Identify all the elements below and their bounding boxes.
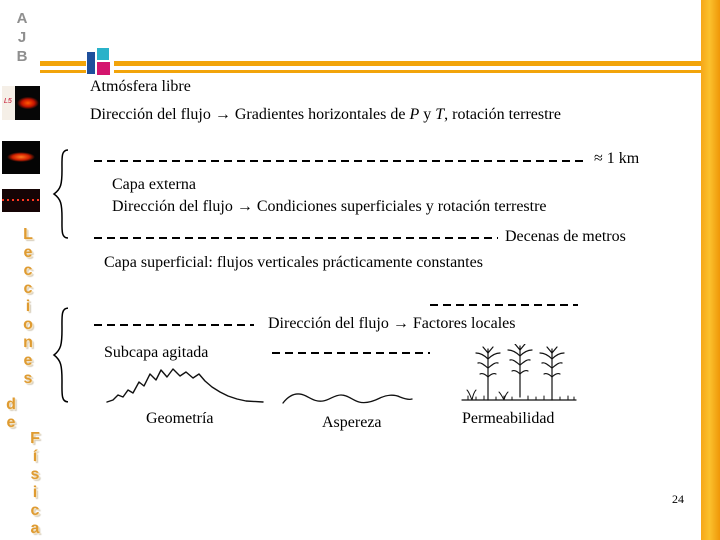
outer-layer-title: Capa externa — [112, 176, 196, 193]
variable-p: P — [409, 106, 420, 123]
initial-letter: B — [16, 48, 28, 65]
geometry-sketch — [106, 360, 264, 406]
surface-layer-title: Capa superficial: flujos verticales prácticamente constantes — [104, 254, 483, 271]
sidebar-thumbnail-2 — [2, 141, 40, 174]
vertical-letter: a — [30, 520, 40, 537]
free-atmosphere-flow-text — [90, 106, 561, 124]
dashed-segment-right — [430, 304, 578, 306]
vertical-letter: o — [23, 316, 33, 333]
sublayer-title: Subcapa agitada — [104, 344, 209, 361]
height-marker-tens-meters: Decenas de metros — [505, 228, 626, 245]
vertical-letter: í — [32, 448, 38, 465]
dashed-segment-mid — [272, 352, 430, 354]
factor-label-permeability: Permeabilidad — [462, 410, 555, 427]
vertical-letter: s — [30, 466, 40, 483]
vertical-letter: n — [23, 334, 33, 351]
vertical-letter: c — [23, 280, 33, 297]
thumbnail-label: L5 — [4, 98, 12, 105]
outer-layer-flow-text: Dirección del flujo → Condiciones superficiales y rotación terrestre — [112, 198, 547, 215]
right-accent-bar — [701, 0, 720, 540]
free-atmosphere-title: Atmósfera libre — [90, 78, 191, 95]
factor-label-roughness: Aspereza — [322, 414, 382, 431]
initial-letter: J — [17, 29, 27, 46]
sidebar-initials — [9, 9, 35, 66]
flow-text-part: Dirección del flujo → Gradientes horizontales de — [90, 106, 410, 123]
factor-label-geometry: Geometría — [146, 410, 214, 427]
vertical-letter: c — [30, 502, 40, 519]
variable-t: T — [435, 106, 445, 123]
top-rule-thin — [40, 70, 701, 73]
vertical-title-lecciones — [17, 226, 39, 388]
permeability-sketch — [458, 344, 580, 406]
logo-block-magenta — [97, 62, 110, 75]
vertical-letter: e — [23, 244, 33, 261]
vertical-letter: F — [30, 430, 40, 447]
page-number: 24 — [672, 492, 684, 506]
flow-text-part: y — [419, 106, 436, 123]
vertical-title-de — [2, 396, 20, 432]
sidebar-thumbnail-3 — [2, 189, 40, 212]
logo-block-blue — [87, 52, 95, 74]
sidebar-thumbnail-1 — [2, 86, 40, 120]
height-marker-1km: ≈ 1 km — [594, 150, 640, 167]
initial-letter: A — [16, 10, 28, 27]
logo-block-cyan — [97, 48, 109, 60]
vertical-letter: d — [6, 396, 16, 413]
vertical-title-fisica — [24, 430, 46, 538]
level-divider-tens-meters — [94, 237, 498, 239]
vertical-letter: e — [23, 352, 33, 369]
vertical-letter: c — [23, 262, 33, 279]
vertical-letter: i — [25, 298, 31, 315]
flow-text-part: , rotación terrestre — [444, 106, 561, 123]
level-divider-1km — [94, 160, 586, 162]
vertical-letter: i — [32, 484, 38, 501]
logo-icon — [86, 47, 114, 78]
vertical-letter: s — [23, 370, 33, 387]
vertical-letter: e — [6, 414, 16, 431]
top-rule-thick — [40, 61, 701, 66]
left-brace-sublayer — [50, 306, 72, 404]
dashed-segment-left — [94, 324, 254, 326]
sublayer-flow-text: Dirección del flujo → Factores locales — [268, 315, 516, 332]
roughness-sketch — [282, 388, 414, 410]
vertical-letter: L — [23, 226, 33, 243]
left-brace-outer-layer — [50, 148, 72, 240]
